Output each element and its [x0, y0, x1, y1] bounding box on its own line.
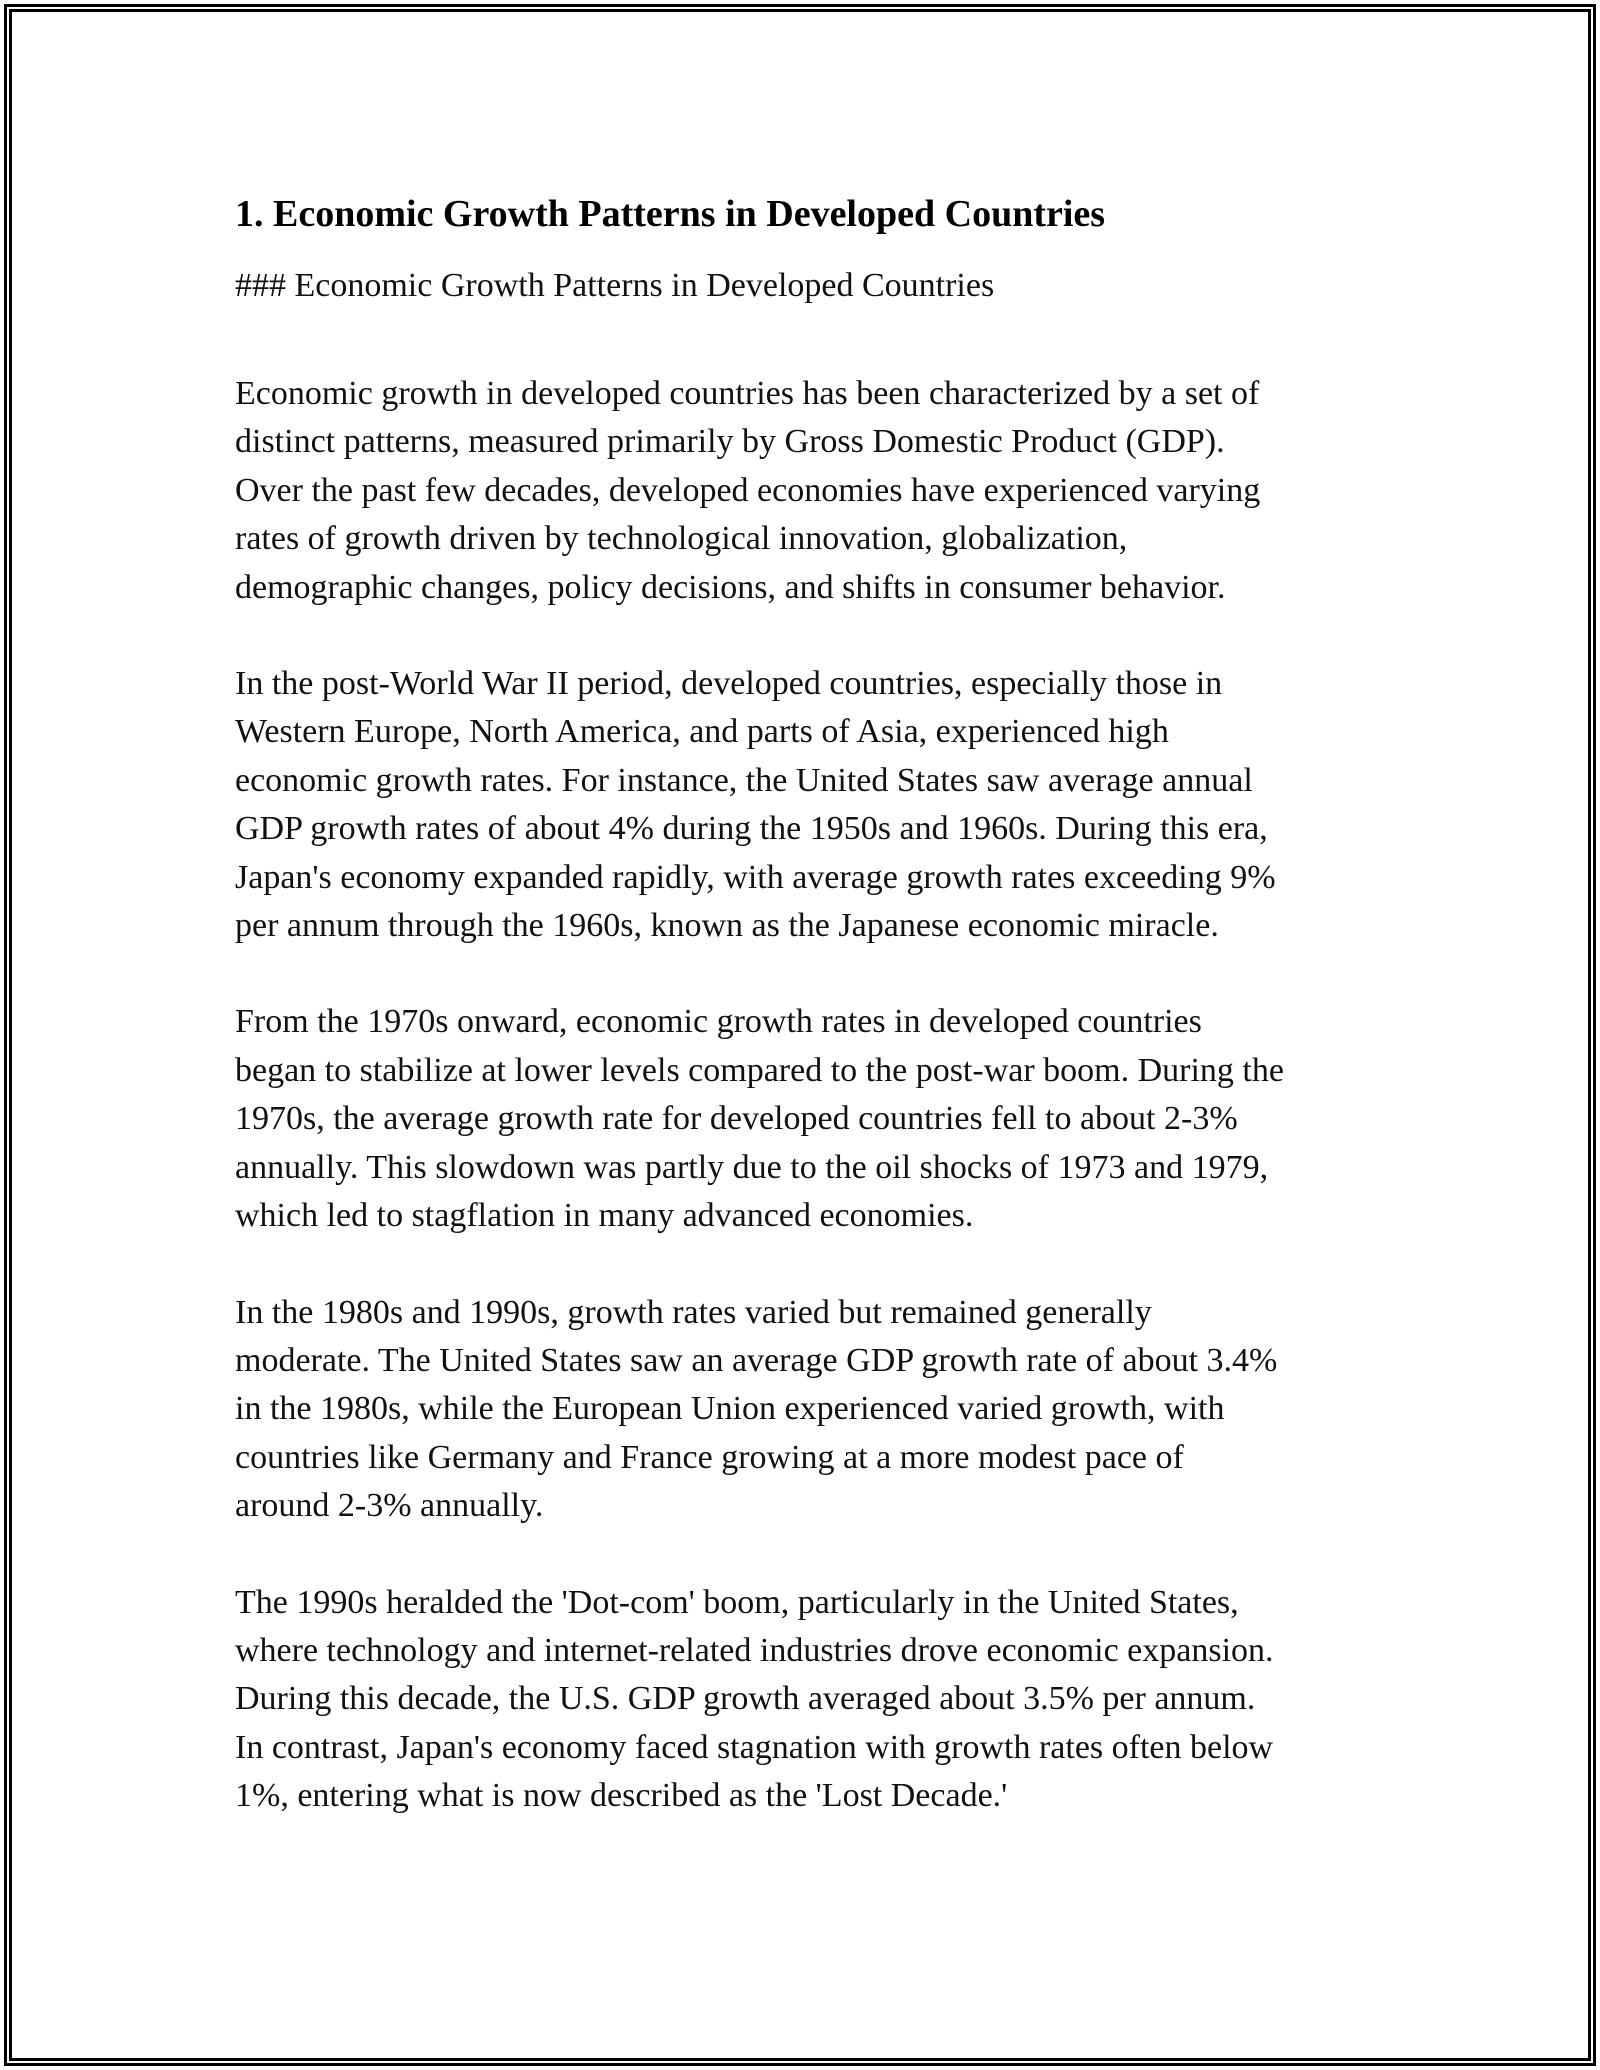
paragraph-line: During this decade, the U.S. GDP growth averaged about 3.5% per annum. [235, 1680, 1256, 1718]
paragraph-line: per annum through the 1960s, known as the Japanese economic miracle. [235, 907, 1219, 945]
paragraph-line: countries like Germany and France growing at a more modest pace of [235, 1438, 1184, 1476]
paragraph-line: economic growth rates. For instance, the United States saw average annual [235, 761, 1253, 799]
section-subheading: ### Economic Growth Patterns in Developed Countries [235, 267, 995, 304]
paragraph-line: In contrast, Japan's economy faced stagnation with growth rates often below [235, 1728, 1274, 1766]
paragraph-4 [235, 1289, 1375, 1531]
paragraph-line: Over the past few decades, developed economies have experienced varying [235, 471, 1261, 509]
paragraph-line: The 1990s heralded the 'Dot-com' boom, particularly in the United States, [235, 1583, 1239, 1621]
paragraph-line: began to stabilize at lower levels compared to the post-war boom. During the [235, 1051, 1284, 1089]
document-body [235, 178, 1375, 1869]
paragraph-3 [235, 998, 1375, 1240]
paragraph-line: around 2-3% annually. [235, 1487, 544, 1525]
paragraph-1 [235, 370, 1375, 612]
paragraph-line: Economic growth in developed countries has been characterized by a set of [235, 375, 1260, 412]
paragraph-line: in the 1980s, while the European Union experienced varied growth, with [235, 1390, 1225, 1428]
paragraph-line: demographic changes, policy decisions, and shifts in consumer behavior. [235, 568, 1226, 606]
paragraph-line: GDP growth rates of about 4% during the 1950s and 1960s. During this era, [235, 810, 1268, 848]
paragraph-line: where technology and internet-related industries drove economic expansion. [235, 1631, 1274, 1669]
paragraph-2 [235, 660, 1375, 950]
paragraph-line: Japan's economy expanded rapidly, with average growth rates exceeding 9% [235, 858, 1276, 896]
paragraph-line: Western Europe, North America, and parts of Asia, experienced high [235, 713, 1169, 751]
paragraph-5 [235, 1579, 1375, 1821]
paragraph-line: annually. This slowdown was partly due to the oil shocks of 1973 and 1979, [235, 1148, 1269, 1186]
paragraph-line: In the post-World War II period, developed countries, especially those in [235, 665, 1223, 703]
paragraph-line: From the 1970s onward, economic growth rates in developed countries [235, 1003, 1202, 1041]
paragraph-line: rates of growth driven by technological innovation, globalization, [235, 520, 1128, 558]
paragraph-line: moderate. The United States saw an average GDP growth rate of about 3.4% [235, 1341, 1278, 1379]
paragraph-line: In the 1980s and 1990s, growth rates varied but remained generally [235, 1293, 1152, 1331]
paragraph-line: 1970s, the average growth rate for developed countries fell to about 2-3% [235, 1100, 1238, 1138]
paragraph-line: distinct patterns, measured primarily by Gross Domestic Product (GDP). [235, 423, 1225, 461]
document-title: 1. Economic Growth Patterns in Developed Countries [235, 193, 1106, 235]
paragraph-line: 1%, entering what is now described as the 'Lost Decade.' [235, 1777, 1008, 1815]
paragraph-line: which led to stagflation in many advanced economies. [235, 1197, 974, 1235]
